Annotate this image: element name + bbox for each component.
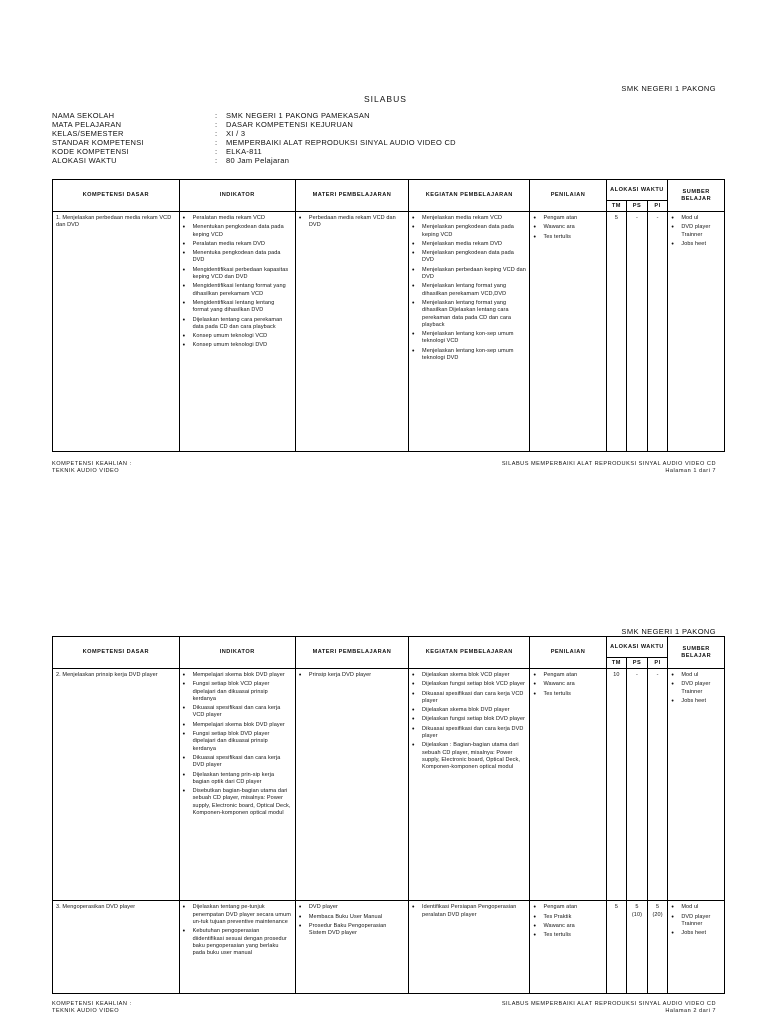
kegiatan-item: • Menjelaskan lentang kon-sep umum teknologi DVD xyxy=(412,348,526,363)
sumber-belajar-cell xyxy=(668,669,725,901)
indikator-item: • Peralatan media rekam VCD xyxy=(183,215,292,222)
kegiatan-item: • Menjelaskan media rekam DVD xyxy=(412,241,526,248)
meta-colon: : xyxy=(215,146,218,156)
meta-value: MEMPERBAIKI ALAT REPRODUKSI SINYAL AUDIO VIDEO CD xyxy=(226,137,456,147)
indikator-item: • Konsep umum teknologi VCD xyxy=(183,333,292,340)
sumber-item: • Mod ul xyxy=(671,215,721,222)
sumber-list xyxy=(671,672,721,705)
tm-cell: 5 xyxy=(606,901,627,994)
school-header: SMK NEGERI 1 PAKONG xyxy=(621,84,716,93)
indikator-item: • Dijelaskan tentang cara perekaman data pada CD dan cara playback xyxy=(183,317,292,332)
indikator-item: • Mempelajari skema blok DVD player xyxy=(183,672,292,679)
indikator-item: • Menentuka pengkodean data pada DVD xyxy=(183,250,292,265)
penilaian-item: • Pengam atan xyxy=(533,672,602,679)
sumber-item: • Jobs heet xyxy=(671,930,721,937)
materi-list xyxy=(299,904,405,937)
col-penilaian: PENILAIAN xyxy=(530,637,606,669)
meta-label: KODE KOMPETENSI xyxy=(52,146,130,156)
kegiatan-item: • Dijelaskan : Bagian-bagian utama dari sebuah CD player, misalnya: Power supply, Electronic board, Optical Deck, Komponen-komponen optical modul xyxy=(412,742,526,771)
kegiatan-cell xyxy=(409,901,530,994)
meta-colon: : xyxy=(215,155,218,165)
materi-cell xyxy=(295,212,408,452)
penilaian-cell xyxy=(530,212,606,452)
kompetensi-dasar-text: 1. Menjelaskan perbedaan media rekam VCD dan DVD xyxy=(56,215,172,229)
indikator-item: • Mengidentifikasi lentang format yang dihasilkan perekamam VCD xyxy=(183,283,292,298)
indikator-item: • Disebutkan bagian-bagian utama dari sebuah CD player, misalnya: Power supply, Electronic board, Optical Deck, Komponen-komponen optical modul xyxy=(183,788,292,817)
kegiatan-list xyxy=(412,672,526,772)
meta-colon: : xyxy=(215,137,218,147)
penilaian-list xyxy=(533,215,602,241)
materi-item: • Prinsip kerja DVD player xyxy=(299,672,405,679)
penilaian-item: • Pengam atan xyxy=(533,215,602,222)
col-ps: PS xyxy=(627,658,648,669)
kegiatan-item: • Menjelaskan lentang format yang dihasilkan Dijelaskan lentang cara perekaman data pada CD dan cara playback xyxy=(412,300,526,329)
col-kompetensi-dasar: KOMPETENSI DASAR xyxy=(53,180,180,212)
indikator-list xyxy=(183,904,292,957)
kegiatan-item: • Menjelaskan pengkodean data pada keping VCD xyxy=(412,224,526,239)
indikator-item: • Kebutuhan pengoperasian diidentifikasi sesuai dengan prosedur baku pengoperasian yang berlaku pada buku user manual xyxy=(183,928,292,957)
meta-label: MATA PELAJARAN xyxy=(52,119,122,129)
kegiatan-item: • Menjelaskan perbedaan keping VCD dan DVD xyxy=(412,267,526,282)
col-tm: TM xyxy=(606,658,627,669)
col-indikator: INDIKATOR xyxy=(179,180,295,212)
penilaian-list xyxy=(533,904,602,939)
materi-list xyxy=(299,672,405,679)
syllabus-metadata xyxy=(52,112,456,165)
ps-cell: 5 (10) xyxy=(627,901,648,994)
indikator-list xyxy=(183,215,292,350)
footer-left-page-2: KOMPETENSI KEAHLIAN : TEKNIK AUDIO VIDEO xyxy=(52,1001,132,1014)
meta-value: 80 Jam Pelajaran xyxy=(226,155,290,165)
meta-colon: : xyxy=(215,119,218,129)
indikator-item: • Menentukan pengkodean data pada keping VCD xyxy=(183,224,292,239)
materi-item: • Prosedur Baku Pengoperasian Sistem DVD player xyxy=(299,923,405,938)
kegiatan-list xyxy=(412,904,526,919)
penilaian-item: • Tes tertulis xyxy=(533,234,602,241)
penilaian-list xyxy=(533,672,602,698)
ps-cell: - xyxy=(627,212,648,452)
penilaian-item: • Wawanc ara xyxy=(533,681,602,688)
kegiatan-item: • Menjelaskan media rekam VCD xyxy=(412,215,526,222)
kompetensi-dasar-cell xyxy=(53,901,180,994)
penilaian-item: • Wawanc ara xyxy=(533,224,602,231)
meta-value: SMK NEGERI 1 PAKONG PAMEKASAN xyxy=(226,111,370,120)
col-indikator: INDIKATOR xyxy=(179,637,295,669)
penilaian-item: • Wawanc ara xyxy=(533,923,602,930)
col-tm: TM xyxy=(606,201,627,212)
kegiatan-item: • Dikuasai spesifikasi dan cara kerja VCD player xyxy=(412,691,526,706)
meta-label: ALOKASI WAKTU xyxy=(52,155,117,165)
kegiatan-item: • Menjelaskan pengkodean data pada DVD xyxy=(412,250,526,265)
kegiatan-list xyxy=(412,215,526,362)
materi-list xyxy=(299,215,405,230)
page-title: SILABUS xyxy=(364,94,407,104)
indikator-item: • Peralatan media rekam DVD xyxy=(183,241,292,248)
indikator-item: • Dikuasai spesifikasi dan cara kerja DVD player xyxy=(183,755,292,770)
meta-colon: : xyxy=(215,128,218,138)
kompetensi-dasar-text: 3. Mengoperasikan DVD player xyxy=(56,904,136,911)
meta-value: XI / 3 xyxy=(226,128,246,138)
kompetensi-dasar-cell xyxy=(53,669,180,901)
sumber-item: • DVD player Trainner xyxy=(671,681,721,696)
sumber-item: • Jobs heet xyxy=(671,698,721,705)
meta-value: DASAR KOMPETENSI KEJURUAN xyxy=(226,119,354,129)
table-row xyxy=(53,669,725,901)
meta-row xyxy=(52,157,456,166)
kompetensi-dasar-cell xyxy=(53,212,180,452)
penilaian-item: • Tes tertulis xyxy=(533,932,602,939)
indikator-item: • Fungsi setiap blok VCD player dipelajari dan dikuasai prinsip kerdanya xyxy=(183,681,292,703)
penilaian-item: • Tes Praktik xyxy=(533,914,602,921)
kegiatan-item: • Dikuasai spesifikasi dan cara kerja DVD player xyxy=(412,726,526,741)
indikator-item: • Fungsi setiap blok DVD player dipelajari dan dikuasai prinsip kerdanya xyxy=(183,731,292,753)
indikator-item: • Mengidentifikasi perbedaan kapasitas keping VCD dan DVD xyxy=(183,267,292,282)
sumber-item: • Mod ul xyxy=(671,672,721,679)
sumber-item: • Jobs heet xyxy=(671,241,721,248)
sumber-item: • Mod ul xyxy=(671,904,721,911)
sumber-item: • DVD player Trainner xyxy=(671,224,721,239)
materi-cell xyxy=(295,901,408,994)
penilaian-item: • Tes tertulis xyxy=(533,691,602,698)
materi-item: • DVD player xyxy=(299,904,405,911)
syllabus-table-page-1 xyxy=(52,179,725,452)
indikator-item: • Mengidentifikasi lentang lentang format yang dihasilkan DVD xyxy=(183,300,292,315)
kegiatan-item: • Menjelaskan lentang kon-sep umum teknologi VCD xyxy=(412,331,526,346)
col-penilaian: PENILAIAN xyxy=(530,180,606,212)
meta-colon: : xyxy=(215,111,218,120)
meta-label: KELAS/SEMESTER xyxy=(52,128,124,138)
ps-cell: - xyxy=(627,669,648,901)
footer-right-page-2: SILABUS MEMPERBAIKI ALAT REPRODUKSI SINYAL AUDIO VIDEO CD Halaman 2 dari 7 xyxy=(501,1001,716,1014)
syllabus-table-page-2 xyxy=(52,636,725,994)
kegiatan-cell xyxy=(409,669,530,901)
kegiatan-item: • Identifikasi Persiapan Pengoperasian peralatan DVD player xyxy=(412,904,526,919)
kegiatan-item: • Menjelaskan lentang format yang dihasilkan perekamam VCD,DVD xyxy=(412,283,526,298)
table-row xyxy=(53,212,725,452)
pi-cell: 5 (20) xyxy=(647,901,668,994)
col-kegiatan: KEGIATAN PEMBELAJARAN xyxy=(409,180,530,212)
kegiatan-item: • Dijelaskan fungsi setiap blok VCD player xyxy=(412,681,526,688)
materi-item: • Membaca Buku User Manual xyxy=(299,914,405,921)
footer-left-page-1: KOMPETENSI KEAHLIAN : TEKNIK AUDIO VIDEO xyxy=(52,461,132,474)
school-header-page-2: SMK NEGERI 1 PAKONG xyxy=(621,627,716,636)
kegiatan-cell xyxy=(409,212,530,452)
col-alokasi-waktu: ALOKASI WAKTU xyxy=(606,637,668,658)
indikator-item: • Konsep umum teknologi DVD xyxy=(183,342,292,349)
indikator-list xyxy=(183,672,292,817)
sumber-item: • DVD player Trainner xyxy=(671,914,721,929)
materi-item: • Perbedaan media rekam VCD dan DVD xyxy=(299,215,405,230)
sumber-belajar-cell xyxy=(668,901,725,994)
meta-label: NAMA SEKOLAH xyxy=(52,111,115,120)
col-ps: PS xyxy=(627,201,648,212)
footer-right-page-1: SILABUS MEMPERBAIKI ALAT REPRODUKSI SINYAL AUDIO VIDEO CD Halaman 1 dari 7 xyxy=(501,461,716,474)
penilaian-cell xyxy=(530,669,606,901)
col-kompetensi-dasar: KOMPETENSI DASAR xyxy=(53,637,180,669)
table-row xyxy=(53,901,725,994)
indikator-item: • Mempelajari skema blok DVD player xyxy=(183,722,292,729)
col-sumber-belajar: SUMBER BELAJAR xyxy=(668,637,725,669)
indikator-cell xyxy=(179,212,295,452)
col-sumber-belajar: SUMBER BELAJAR xyxy=(668,180,725,212)
tm-cell: 5 xyxy=(606,212,627,452)
sumber-list xyxy=(671,215,721,248)
col-alokasi-waktu: ALOKASI WAKTU xyxy=(606,180,668,201)
indikator-item: • Dijelaskan tentang prin-sip kerja bagian optik dari CD player xyxy=(183,772,292,787)
sumber-list xyxy=(671,904,721,937)
kegiatan-item: • Dijelaskan skema blok DVD player xyxy=(412,707,526,714)
meta-value: ELKA-811 xyxy=(226,146,263,156)
meta-label: STANDAR KOMPETENSI xyxy=(52,137,144,147)
pi-cell: - xyxy=(647,212,668,452)
indikator-item: • Dijelaskan tentang pe-tunjuk penempatan DVD player secara umum un-tuk tujuan preventive maintenance xyxy=(183,904,292,926)
col-materi: MATERI PEMBELAJARAN xyxy=(295,180,408,212)
sumber-belajar-cell xyxy=(668,212,725,452)
indikator-item: • Dikuasai spesifikasi dan cara kerja VCD player xyxy=(183,705,292,720)
col-pi: PI xyxy=(647,201,668,212)
indikator-cell xyxy=(179,901,295,994)
materi-cell xyxy=(295,669,408,901)
indikator-cell xyxy=(179,669,295,901)
col-materi: MATERI PEMBELAJARAN xyxy=(295,637,408,669)
col-pi: PI xyxy=(647,658,668,669)
kegiatan-item: • Dijelaskan skema blok VCD player xyxy=(412,672,526,679)
kompetensi-dasar-text: 2. Menjelaskan prinsip kerja DVD player xyxy=(56,672,158,678)
col-kegiatan: KEGIATAN PEMBELAJARAN xyxy=(409,637,530,669)
pi-cell: - xyxy=(647,669,668,901)
tm-cell: 10 xyxy=(606,669,627,901)
kegiatan-item: • Dijelaskan fungsi setiap blok DVD player xyxy=(412,716,526,723)
penilaian-cell xyxy=(530,901,606,994)
penilaian-item: • Pengam atan xyxy=(533,904,602,911)
